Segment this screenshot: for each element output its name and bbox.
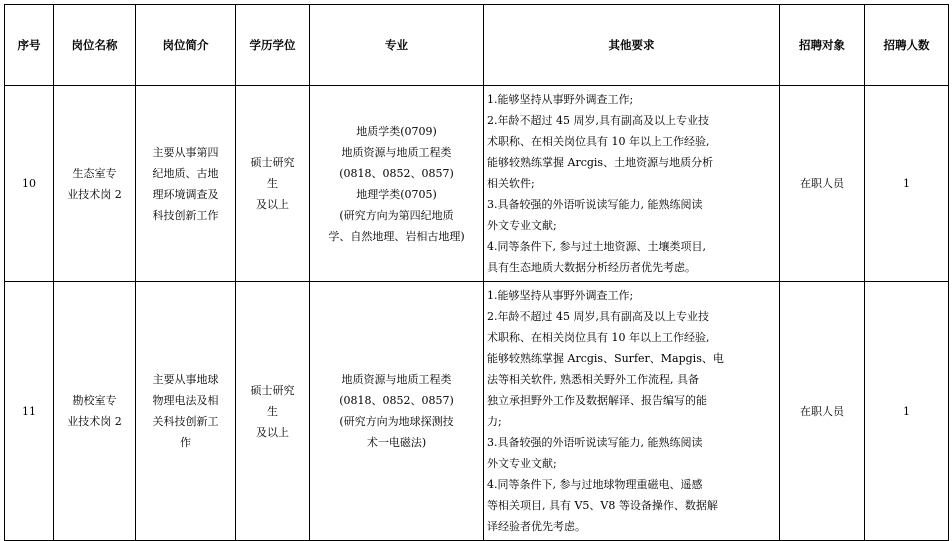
table-row [5,86,949,282]
recruit-count: 1 [865,282,949,541]
text-line: 地质学类(0709) [356,124,437,138]
degree [236,86,310,282]
requirements [484,282,780,541]
text-line: 相关软件; [487,177,535,190]
text-line: 外文专业文献; [487,457,557,470]
text-line: 术一电磁法) [366,436,427,449]
text-line: 生态室专 [72,166,117,180]
recruitment-table [4,4,949,541]
text-line: (研究方向为地球探测技 [339,415,454,428]
text-line: 3.具备较强的外语听说读写能力, 能熟练阅读 [487,436,703,449]
text-line: 能够较熟练掌握 Arcgis、Surfer、Mapgis、电 [487,352,724,365]
recruit-target: 在职人员 [780,282,865,541]
post-intro [136,86,236,282]
header-cell: 专业 [310,5,484,86]
text-line: 4.同等条件下, 参与过土地资源、土壤类项目, [487,240,706,253]
text-line: 地质资源与地质工程类 [341,373,452,386]
text-line: 能够较熟练掌握 Arcgis、土地资源与地质分析 [487,156,714,169]
table-row [5,282,949,541]
text-line: 术职称、在相关岗位具有 10 年以上工作经验, [487,135,710,148]
text-line: 译经验者优先考虑。 [487,520,586,533]
text-line: 3.具备较强的外语听说读写能力, 能熟练阅读 [487,198,703,211]
post-name [54,282,136,541]
text-line: 科技创新工作 [152,208,219,222]
text-line: 术职称、在相关岗位具有 10 年以上工作经验, [487,331,710,344]
text-line: 外文专业文献; [487,219,557,232]
header-cell: 学历学位 [236,5,310,86]
header-cell: 其他要求 [484,5,780,86]
text-line: 硕士研究 [250,383,295,397]
header-cell: 招聘对象 [780,5,865,86]
text-line: 及以上 [256,425,289,439]
text-line: 等相关项目, 具有 V5、V8 等设备操作、数据解 [487,499,718,512]
text-line: 具有生态地质大数据分析经历者优先考虑。 [487,261,696,274]
major [310,86,484,282]
text-line: 生 [267,177,278,190]
text-line: 4.同等条件下, 参与过地球物理重磁电、遥感 [487,478,703,491]
text-line: 作 [180,436,191,449]
header-cell: 岗位简介 [136,5,236,86]
text-line: 2.年龄不超过 45 周岁,具有副高及以上专业技 [487,310,709,323]
text-line: 纪地质、古地 [152,166,219,180]
text-line: (0818、0852、0857) [339,166,454,180]
text-line: 勘校室专 [72,394,117,407]
header-cell: 序号 [5,5,54,86]
text-line: 主要从事第四 [152,145,219,159]
text-line: 业技术岗 2 [67,187,122,201]
header-row [5,5,949,86]
text-line: 理环境调查及 [152,187,219,201]
requirements [484,86,780,282]
text-line: (0818、0852、0857) [339,394,454,407]
text-line: 学、自然地理、岩相古地理) [328,229,465,243]
degree [236,282,310,541]
text-line: 地理学类(0705) [356,187,437,201]
text-line: 2.年龄不超过 45 周岁,具有副高及以上专业技 [487,114,709,127]
text-line: (研究方向为第四纪地质 [339,208,454,222]
text-line: 独立承担野外工作及数据解译、报告编写的能 [487,394,707,407]
text-line: 力; [487,415,502,428]
text-line: 法等相关软件, 熟悉相关野外工作流程, 具备 [487,373,699,386]
text-line: 地质资源与地质工程类 [341,145,452,159]
recruit-count: 1 [865,86,949,282]
text-line: 1.能够坚持从事野外调查工作; [487,289,634,302]
post-name [54,86,136,282]
row-number: 11 [5,282,54,541]
text-line: 1.能够坚持从事野外调查工作; [487,93,634,106]
post-intro [136,282,236,541]
text-line: 业技术岗 2 [67,415,122,428]
text-line: 硕士研究 [250,156,295,169]
text-line: 关科技创新工 [152,415,219,428]
text-line: 物理电法及相 [152,394,219,407]
header-cell: 岗位名称 [54,5,136,86]
header-cell: 招聘人数 [865,5,949,86]
text-line: 生 [267,404,278,418]
text-line: 主要从事地球 [152,373,219,386]
text-line: 及以上 [256,198,289,211]
recruit-target: 在职人员 [780,86,865,282]
row-number: 10 [5,86,54,282]
major [310,282,484,541]
